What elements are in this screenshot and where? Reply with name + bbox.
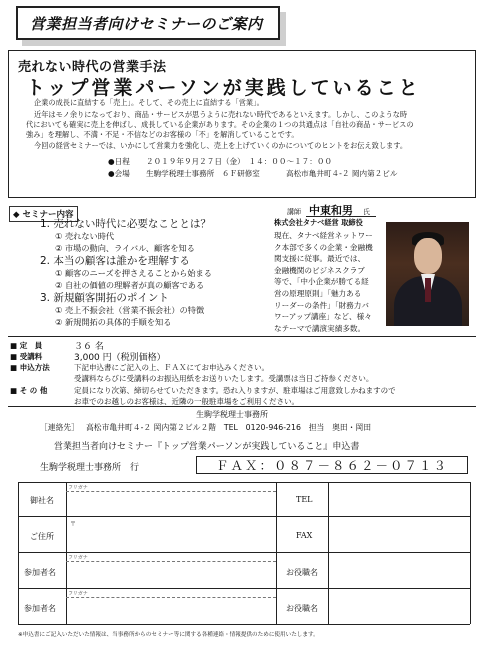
form-row-border xyxy=(18,552,470,553)
org-name: 生駒学税理士事務所 xyxy=(196,410,268,419)
furigana-label: フリガナ xyxy=(68,485,88,491)
intro-paragraph-2a: 近年はモノ余りになっており、商品・サービスが思うように売れない時代であるといえます。しかし、このような時 xyxy=(34,110,408,119)
speaker-bio-line: 現在、タナベ経営ネットワー xyxy=(274,231,373,240)
furigana-divider xyxy=(66,561,276,562)
seminar-item-2-2: ② 自社の価値の理解者が真の顧客である xyxy=(55,280,205,290)
speaker-bio-line: 関支援に従事。最近では、 xyxy=(274,254,366,264)
intro-paragraph-3: 今回の経営セミナーでは、いかにして営業力を強化し、売上を上げていくのかについてのヒントをお伝え致します。 xyxy=(34,141,408,150)
furigana-divider xyxy=(66,491,276,492)
other-value: 定員になり次第、締切らせていただきます。恐れ入りますが、駐車場はご用意致しかねますので xyxy=(74,386,396,395)
form-recipient: 生駒学税理士事務所 行 xyxy=(40,463,140,473)
speaker-honorific: 氏 xyxy=(363,208,370,216)
speaker-name: 中東和男 xyxy=(309,204,353,217)
form-column-divider xyxy=(328,482,329,624)
furigana-label: フリガナ xyxy=(68,591,88,597)
seminar-item-1-2: ② 市場の動向、ライバル、顧客を知る xyxy=(55,243,195,253)
speaker-photo xyxy=(386,222,469,326)
form-row-border xyxy=(18,588,470,589)
other-value-2: お車でのお越しのお客様は、近隣の一般駐車場をご利用ください。 xyxy=(74,397,299,406)
speaker-company: 株式会社タナベ経営 取締役 xyxy=(274,218,363,227)
venue-label: ●会場 xyxy=(108,169,130,178)
participant-label: 参加者名 xyxy=(24,568,56,577)
form-column-divider xyxy=(276,482,277,624)
furigana-label: フリガナ xyxy=(68,555,88,561)
furigana-divider xyxy=(66,597,276,598)
header-banner xyxy=(16,6,286,46)
speaker-name-underline xyxy=(306,216,376,217)
address-field[interactable] xyxy=(68,520,274,550)
speaker-bio-line: 金融機関のビジネスクラブ xyxy=(274,265,365,275)
details-top-rule xyxy=(8,336,476,337)
intro-paragraph-2c: 強み」を理解し、不満・不足・不信などのお客様の「不」を解消していることです。 xyxy=(26,130,299,139)
seminar-item-2: 2. 本当の顧客は誰かを理解する xyxy=(40,255,190,267)
details-bottom-rule xyxy=(8,406,476,407)
form-left-border xyxy=(18,482,19,624)
fee-value: 3,000 円（税別価格） xyxy=(74,353,166,363)
capacity-label: ■ 定 員 xyxy=(10,341,43,350)
company-label: 御社名 xyxy=(30,496,54,505)
form-column-divider xyxy=(66,482,67,624)
apply-label: ■ 申込方法 xyxy=(10,363,50,372)
privacy-note: ※申込書にご記入いただいた情報は、当事務所からのセミナー等に関する各種連絡・情報提供のために使用いたします。 xyxy=(18,632,319,638)
contact-info: 高松市亀井町４-２ 岡内第２ビル２階 TEL 0120-946-216 担当 奥田・岡田 xyxy=(86,423,372,432)
apply-value: 下記申込書にご記入の上、ＦＡＸにてお申込みください。 xyxy=(74,363,269,372)
tel-label: TEL xyxy=(296,495,313,504)
date-label: ●日程 xyxy=(108,157,130,166)
position-label: お役職名 xyxy=(286,568,318,577)
form-top-border xyxy=(18,482,470,483)
seminar-item-3: 3. 新規顧客開拓のポイント xyxy=(40,292,169,304)
seminar-heading: ◆ セミナー内容 xyxy=(9,206,78,222)
speaker-bio-line: リーダーの条件」「財務力バ xyxy=(274,300,369,310)
contact-label: ［連絡先］ xyxy=(40,423,79,432)
event-venue-address: 高松市亀井町４-２ 岡内第２ビル xyxy=(286,169,398,178)
other-label: ■ そ の 他 xyxy=(10,386,48,395)
seminar-item-3-1: ① 売上不振会社（営業不振会社）の特徴 xyxy=(55,305,205,315)
event-date: ２０１９年９月２７日（金） １４：００～１７：００ xyxy=(146,157,333,166)
subtitle: 売れない時代の営業手法 xyxy=(18,60,167,75)
intro-paragraph-1: 企業の成長に直結する「売上」。そして、その売上に直結する「営業」。 xyxy=(34,98,264,107)
address-label: ご住所 xyxy=(30,532,54,541)
position-label-2: お役職名 xyxy=(286,604,318,613)
speaker-bio-line: なテーマで講演実績多数。 xyxy=(274,323,366,333)
company-field[interactable] xyxy=(68,494,274,514)
speaker-bio-line: ワーアップ講座」など、様々 xyxy=(274,312,372,322)
seminar-item-1-1: ① 売れない時代 xyxy=(55,231,115,241)
main-title: トップ営業パーソンが実践していること xyxy=(26,77,421,99)
intro-paragraph-2b: 代においても確実に売上を伸ばし、成長している企業があります。その企業の１つの共通点は「自社の商品・サービスの xyxy=(26,120,414,129)
speaker-role: 講師 xyxy=(287,208,301,216)
seminar-item-1: 1. 売れない時代に必要なこととは？ xyxy=(40,218,211,230)
fax-label: FAX xyxy=(296,531,313,540)
fax-field[interactable] xyxy=(330,520,468,550)
position-field-2[interactable] xyxy=(330,592,468,622)
participant-field[interactable] xyxy=(68,564,274,586)
participant-field-2[interactable] xyxy=(68,600,274,622)
form-right-border xyxy=(470,482,471,624)
seminar-item-3-2: ② 新規開拓の具体的手順を知る xyxy=(55,317,172,327)
tel-field[interactable] xyxy=(330,486,468,514)
speaker-bio-line: 等で、「中小企業が勝てる経 xyxy=(274,277,369,287)
fee-label: ■ 受講料 xyxy=(10,352,43,361)
position-field[interactable] xyxy=(330,556,468,586)
form-row-border xyxy=(18,516,470,517)
form-bottom-border xyxy=(18,624,470,625)
speaker-bio xyxy=(274,230,373,334)
participant-label-2: 参加者名 xyxy=(24,604,56,613)
apply-value-2: 受講料ならびに受講料のお振込用紙をお送りいたします。受講票は当日ご持参ください。 xyxy=(74,374,374,383)
banner-title: 営業担当者向けセミナーのご案内 xyxy=(30,14,263,33)
capacity-value: ３６ 名 xyxy=(74,342,104,352)
speaker-bio-line: 営の原理原則」「魅力ある xyxy=(274,288,362,298)
fax-number-box: ＦＡＸ：０８７－８６２－０７１３ xyxy=(196,456,468,474)
form-title: 営業担当者向けセミナー『トップ営業パーソンが実践していること』申込書 xyxy=(54,442,360,452)
banner-box xyxy=(16,6,280,40)
event-venue: 生駒学税理士事務所 ６Ｆ研修室 xyxy=(146,169,260,178)
postal-mark: 〒 xyxy=(70,521,77,528)
seminar-item-2-1: ① 顧客のニーズを押さえることから始まる xyxy=(55,268,212,278)
speaker-bio-line: ク本部で多くの企業・金融機 xyxy=(274,242,373,252)
